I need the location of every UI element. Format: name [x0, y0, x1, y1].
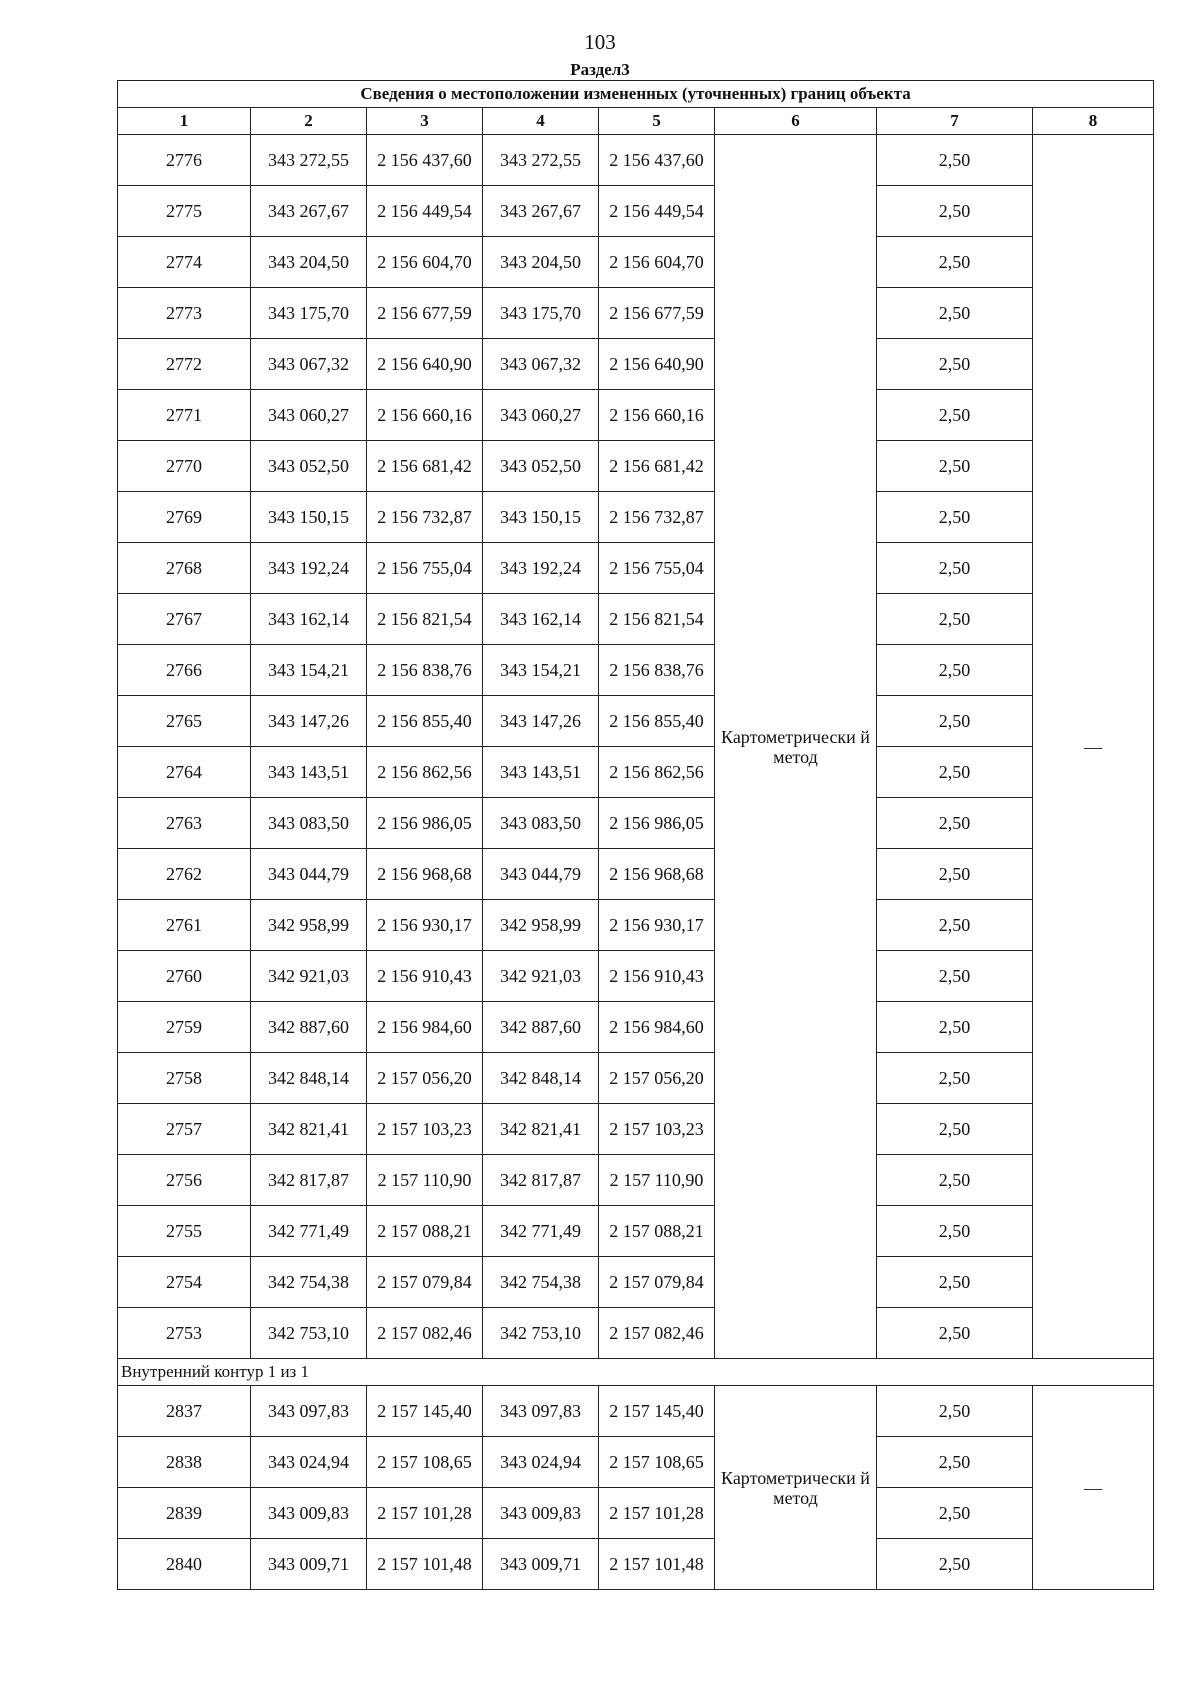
y-old-cell: 2 156 755,04: [367, 543, 483, 594]
point-number-cell: 2764: [118, 747, 251, 798]
x-new-cell: 343 044,79: [483, 849, 599, 900]
accuracy-cell: 2,50: [877, 1539, 1033, 1590]
table-row: [118, 135, 1154, 186]
y-new-cell: 2 156 986,05: [599, 798, 715, 849]
accuracy-cell: 2,50: [877, 390, 1033, 441]
x-old-cell: 342 817,87: [251, 1155, 367, 1206]
x-new-cell: 343 052,50: [483, 441, 599, 492]
y-new-cell: 2 157 056,20: [599, 1053, 715, 1104]
table-row: [118, 951, 1154, 1002]
x-new-cell: 342 921,03: [483, 951, 599, 1002]
y-new-cell: 2 157 145,40: [599, 1386, 715, 1437]
table-row: [118, 288, 1154, 339]
table-row: [118, 1053, 1154, 1104]
accuracy-cell: 2,50: [877, 1386, 1033, 1437]
column-header: 7: [877, 108, 1033, 135]
x-old-cell: 343 267,67: [251, 186, 367, 237]
accuracy-cell: 2,50: [877, 135, 1033, 186]
point-number-cell: 2759: [118, 1002, 251, 1053]
x-new-cell: 343 083,50: [483, 798, 599, 849]
x-old-cell: 343 192,24: [251, 543, 367, 594]
y-new-cell: 2 157 101,28: [599, 1488, 715, 1539]
y-old-cell: 2 156 681,42: [367, 441, 483, 492]
table-row: [118, 1539, 1154, 1590]
x-new-cell: 342 754,38: [483, 1257, 599, 1308]
table-body: [118, 81, 1154, 1590]
y-old-cell: 2 157 110,90: [367, 1155, 483, 1206]
point-number-cell: 2765: [118, 696, 251, 747]
accuracy-cell: 2,50: [877, 645, 1033, 696]
y-old-cell: 2 157 145,40: [367, 1386, 483, 1437]
section-title: Раздел3: [570, 60, 630, 79]
page-number: 103: [584, 30, 616, 54]
accuracy-cell: 2,50: [877, 1257, 1033, 1308]
boundary-coordinates-table: [117, 80, 1154, 1590]
accuracy-cell: 2,50: [877, 594, 1033, 645]
x-old-cell: 342 921,03: [251, 951, 367, 1002]
y-old-cell: 2 157 079,84: [367, 1257, 483, 1308]
x-new-cell: 342 958,99: [483, 900, 599, 951]
accuracy-cell: 2,50: [877, 1002, 1033, 1053]
table-caption: Сведения о местоположении измененных (уточненных) границ объекта: [118, 81, 1154, 108]
table-row: [118, 849, 1154, 900]
column-header: 4: [483, 108, 599, 135]
point-number-cell: 2839: [118, 1488, 251, 1539]
y-old-cell: 2 157 082,46: [367, 1308, 483, 1359]
y-old-cell: 2 157 056,20: [367, 1053, 483, 1104]
table-row: [118, 900, 1154, 951]
x-new-cell: 343 175,70: [483, 288, 599, 339]
accuracy-cell: 2,50: [877, 441, 1033, 492]
x-new-cell: 343 009,83: [483, 1488, 599, 1539]
table-row: [118, 1308, 1154, 1359]
x-old-cell: 342 771,49: [251, 1206, 367, 1257]
x-new-cell: 343 150,15: [483, 492, 599, 543]
table-row: [118, 594, 1154, 645]
x-new-cell: 343 143,51: [483, 747, 599, 798]
x-old-cell: 343 272,55: [251, 135, 367, 186]
y-new-cell: 2 156 968,68: [599, 849, 715, 900]
y-new-cell: 2 156 604,70: [599, 237, 715, 288]
x-new-cell: 343 067,32: [483, 339, 599, 390]
x-old-cell: 343 154,21: [251, 645, 367, 696]
contour-label-row: [118, 1359, 1154, 1386]
y-new-cell: 2 157 108,65: [599, 1437, 715, 1488]
point-number-cell: 2775: [118, 186, 251, 237]
point-number-cell: 2758: [118, 1053, 251, 1104]
x-old-cell: 343 060,27: [251, 390, 367, 441]
point-number-cell: 2761: [118, 900, 251, 951]
y-new-cell: 2 156 437,60: [599, 135, 715, 186]
accuracy-cell: 2,50: [877, 1308, 1033, 1359]
y-old-cell: 2 156 640,90: [367, 339, 483, 390]
y-new-cell: 2 156 449,54: [599, 186, 715, 237]
x-old-cell: 342 821,41: [251, 1104, 367, 1155]
point-number-cell: 2755: [118, 1206, 251, 1257]
y-new-cell: 2 156 838,76: [599, 645, 715, 696]
x-new-cell: 343 024,94: [483, 1437, 599, 1488]
accuracy-cell: 2,50: [877, 237, 1033, 288]
accuracy-cell: 2,50: [877, 1488, 1033, 1539]
table-row: [118, 645, 1154, 696]
point-number-cell: 2753: [118, 1308, 251, 1359]
point-number-cell: 2768: [118, 543, 251, 594]
y-old-cell: 2 156 660,16: [367, 390, 483, 441]
y-new-cell: 2 156 677,59: [599, 288, 715, 339]
x-old-cell: 342 958,99: [251, 900, 367, 951]
table-row: [118, 543, 1154, 594]
table-row: [118, 186, 1154, 237]
x-new-cell: 343 009,71: [483, 1539, 599, 1590]
x-old-cell: 342 848,14: [251, 1053, 367, 1104]
x-old-cell: 343 175,70: [251, 288, 367, 339]
y-old-cell: 2 156 604,70: [367, 237, 483, 288]
y-new-cell: 2 157 079,84: [599, 1257, 715, 1308]
y-new-cell: 2 157 103,23: [599, 1104, 715, 1155]
x-old-cell: 343 147,26: [251, 696, 367, 747]
x-new-cell: 343 162,14: [483, 594, 599, 645]
column-header-row: [118, 108, 1154, 135]
x-old-cell: 342 753,10: [251, 1308, 367, 1359]
y-new-cell: 2 156 930,17: [599, 900, 715, 951]
point-number-cell: 2760: [118, 951, 251, 1002]
y-new-cell: 2 156 910,43: [599, 951, 715, 1002]
accuracy-cell: 2,50: [877, 186, 1033, 237]
y-old-cell: 2 156 968,68: [367, 849, 483, 900]
table-row: [118, 492, 1154, 543]
y-new-cell: 2 156 984,60: [599, 1002, 715, 1053]
accuracy-cell: 2,50: [877, 951, 1033, 1002]
table-row: [118, 1257, 1154, 1308]
x-new-cell: 343 267,67: [483, 186, 599, 237]
x-old-cell: 343 083,50: [251, 798, 367, 849]
table-caption-row: [118, 81, 1154, 108]
table-row: [118, 237, 1154, 288]
table-row: [118, 798, 1154, 849]
y-old-cell: 2 157 101,48: [367, 1539, 483, 1590]
x-new-cell: 342 821,41: [483, 1104, 599, 1155]
column-header: 8: [1033, 108, 1154, 135]
y-new-cell: 2 156 855,40: [599, 696, 715, 747]
y-old-cell: 2 156 838,76: [367, 645, 483, 696]
y-new-cell: 2 156 755,04: [599, 543, 715, 594]
x-old-cell: 343 024,94: [251, 1437, 367, 1488]
y-new-cell: 2 156 862,56: [599, 747, 715, 798]
point-number-cell: 2770: [118, 441, 251, 492]
column-header: 5: [599, 108, 715, 135]
point-number-cell: 2776: [118, 135, 251, 186]
accuracy-cell: 2,50: [877, 696, 1033, 747]
point-number-cell: 2769: [118, 492, 251, 543]
x-new-cell: 343 147,26: [483, 696, 599, 747]
y-old-cell: 2 156 449,54: [367, 186, 483, 237]
point-number-cell: 2773: [118, 288, 251, 339]
table-row: [118, 1104, 1154, 1155]
table-row: [118, 1488, 1154, 1539]
y-old-cell: 2 156 986,05: [367, 798, 483, 849]
table-row: [118, 1386, 1154, 1437]
accuracy-cell: 2,50: [877, 1104, 1033, 1155]
y-old-cell: 2 156 437,60: [367, 135, 483, 186]
contour-label: Внутренний контур 1 из 1: [118, 1359, 1154, 1386]
accuracy-cell: 2,50: [877, 339, 1033, 390]
y-old-cell: 2 156 732,87: [367, 492, 483, 543]
column-header: 1: [118, 108, 251, 135]
point-number-cell: 2840: [118, 1539, 251, 1590]
note-cell: —: [1033, 135, 1154, 1359]
y-old-cell: 2 156 984,60: [367, 1002, 483, 1053]
x-old-cell: 343 143,51: [251, 747, 367, 798]
y-old-cell: 2 156 862,56: [367, 747, 483, 798]
accuracy-cell: 2,50: [877, 849, 1033, 900]
method-cell: Картометрически й метод: [715, 1386, 877, 1590]
x-old-cell: 343 052,50: [251, 441, 367, 492]
point-number-cell: 2757: [118, 1104, 251, 1155]
x-old-cell: 343 097,83: [251, 1386, 367, 1437]
point-number-cell: 2762: [118, 849, 251, 900]
y-new-cell: 2 156 732,87: [599, 492, 715, 543]
y-old-cell: 2 157 088,21: [367, 1206, 483, 1257]
table-row: [118, 441, 1154, 492]
y-new-cell: 2 157 101,48: [599, 1539, 715, 1590]
point-number-cell: 2767: [118, 594, 251, 645]
table-row: [118, 1155, 1154, 1206]
y-new-cell: 2 156 681,42: [599, 441, 715, 492]
x-old-cell: 343 044,79: [251, 849, 367, 900]
column-header: 3: [367, 108, 483, 135]
point-number-cell: 2838: [118, 1437, 251, 1488]
table-row: [118, 339, 1154, 390]
table-row: [118, 696, 1154, 747]
table-row: [118, 1206, 1154, 1257]
point-number-cell: 2774: [118, 237, 251, 288]
y-new-cell: 2 157 082,46: [599, 1308, 715, 1359]
column-header: 2: [251, 108, 367, 135]
table-row: [118, 1437, 1154, 1488]
x-old-cell: 343 067,32: [251, 339, 367, 390]
x-new-cell: 343 204,50: [483, 237, 599, 288]
y-new-cell: 2 156 660,16: [599, 390, 715, 441]
y-old-cell: 2 156 855,40: [367, 696, 483, 747]
y-new-cell: 2 156 640,90: [599, 339, 715, 390]
y-old-cell: 2 156 910,43: [367, 951, 483, 1002]
accuracy-cell: 2,50: [877, 1437, 1033, 1488]
point-number-cell: 2754: [118, 1257, 251, 1308]
x-new-cell: 343 154,21: [483, 645, 599, 696]
x-new-cell: 343 272,55: [483, 135, 599, 186]
x-new-cell: 342 771,49: [483, 1206, 599, 1257]
table-row: [118, 390, 1154, 441]
accuracy-cell: 2,50: [877, 1206, 1033, 1257]
x-old-cell: 343 162,14: [251, 594, 367, 645]
x-old-cell: 343 009,83: [251, 1488, 367, 1539]
point-number-cell: 2763: [118, 798, 251, 849]
accuracy-cell: 2,50: [877, 1053, 1033, 1104]
point-number-cell: 2756: [118, 1155, 251, 1206]
accuracy-cell: 2,50: [877, 492, 1033, 543]
accuracy-cell: 2,50: [877, 288, 1033, 339]
x-new-cell: 342 817,87: [483, 1155, 599, 1206]
y-old-cell: 2 156 930,17: [367, 900, 483, 951]
y-new-cell: 2 157 088,21: [599, 1206, 715, 1257]
accuracy-cell: 2,50: [877, 747, 1033, 798]
x-old-cell: 342 887,60: [251, 1002, 367, 1053]
x-new-cell: 342 753,10: [483, 1308, 599, 1359]
x-new-cell: 343 097,83: [483, 1386, 599, 1437]
accuracy-cell: 2,50: [877, 900, 1033, 951]
accuracy-cell: 2,50: [877, 798, 1033, 849]
x-new-cell: 342 887,60: [483, 1002, 599, 1053]
point-number-cell: 2772: [118, 339, 251, 390]
x-new-cell: 343 192,24: [483, 543, 599, 594]
point-number-cell: 2766: [118, 645, 251, 696]
y-old-cell: 2 157 101,28: [367, 1488, 483, 1539]
x-old-cell: 343 204,50: [251, 237, 367, 288]
method-cell: Картометрически й метод: [715, 135, 877, 1359]
column-header: 6: [715, 108, 877, 135]
y-old-cell: 2 157 103,23: [367, 1104, 483, 1155]
x-old-cell: 343 150,15: [251, 492, 367, 543]
point-number-cell: 2771: [118, 390, 251, 441]
point-number-cell: 2837: [118, 1386, 251, 1437]
y-new-cell: 2 156 821,54: [599, 594, 715, 645]
accuracy-cell: 2,50: [877, 1155, 1033, 1206]
x-new-cell: 342 848,14: [483, 1053, 599, 1104]
y-old-cell: 2 156 677,59: [367, 288, 483, 339]
y-old-cell: 2 156 821,54: [367, 594, 483, 645]
table-row: [118, 1002, 1154, 1053]
note-cell: —: [1033, 1386, 1154, 1590]
x-old-cell: 342 754,38: [251, 1257, 367, 1308]
accuracy-cell: 2,50: [877, 543, 1033, 594]
x-new-cell: 343 060,27: [483, 390, 599, 441]
y-old-cell: 2 157 108,65: [367, 1437, 483, 1488]
y-new-cell: 2 157 110,90: [599, 1155, 715, 1206]
table-row: [118, 747, 1154, 798]
x-old-cell: 343 009,71: [251, 1539, 367, 1590]
